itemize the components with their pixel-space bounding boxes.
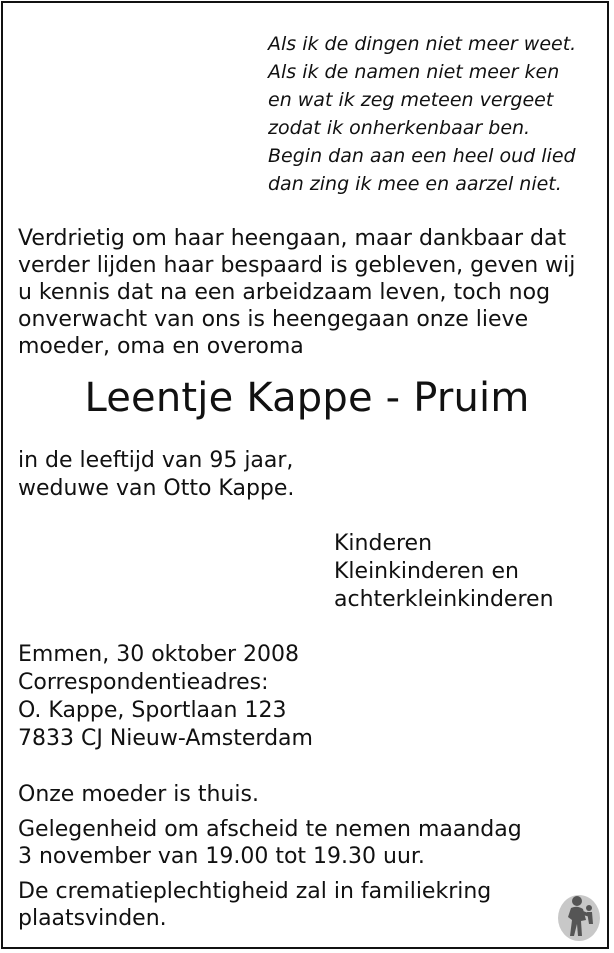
details-line: weduwe van Otto Kappe. — [18, 476, 295, 501]
deceased-name: Leentje Kappe - Pruim — [84, 375, 530, 421]
notice-home: Onze moeder is thuis. — [18, 782, 259, 807]
details-line: in de leeftijd van 95 jaar, — [18, 448, 294, 473]
notice-farewell — [18, 816, 522, 870]
notice-line: 3 november van 19.00 tot 19.30 uur. — [18, 844, 425, 869]
deceased-details — [18, 447, 294, 503]
intro-line: verder lijden haar bespaard is gebleven, geven wij — [18, 253, 576, 278]
address-line: 7833 CJ Nieuw-Amsterdam — [18, 726, 313, 751]
notice-line: De crematieplechtigheid zal in familiekring — [18, 879, 492, 904]
memorial-figure-icon — [556, 890, 602, 942]
notice-line: Gelegenheid om afscheid te nemen maandag — [18, 817, 522, 842]
poem-line: dan zing ik mee en aarzel niet. — [268, 173, 562, 195]
signers — [334, 530, 554, 614]
notice-line: plaatsvinden. — [18, 906, 167, 931]
poem-line: en wat ik zeg meteen vergeet — [268, 89, 554, 111]
poem-line: Als ik de namen niet meer ken — [268, 61, 560, 83]
poem — [268, 30, 576, 198]
intro-line: moeder, oma en overoma — [18, 334, 304, 359]
poem-line: zodat ik onherkenbaar ben. — [268, 117, 531, 139]
intro-line: Verdrietig om haar heengaan, maar dankbaar dat — [18, 226, 567, 251]
intro-line: onverwacht van ons is heengegaan onze lieve — [18, 307, 529, 332]
correspondence-address — [18, 641, 313, 753]
address-line: Correspondentieadres: — [18, 670, 269, 695]
poem-line: Begin dan aan een heel oud lied — [268, 145, 576, 167]
signer-line: achterkleinkinderen — [334, 587, 554, 612]
notices — [18, 781, 522, 940]
intro-line: u kennis dat na een arbeidzaam leven, toch nog — [18, 280, 551, 305]
signer-line: Kleinkinderen en — [334, 559, 519, 584]
address-line: Emmen, 30 oktober 2008 — [18, 642, 300, 667]
address-line: O. Kappe, Sportlaan 123 — [18, 698, 287, 723]
signer-line: Kinderen — [334, 531, 433, 556]
notice-ceremony — [18, 878, 522, 932]
intro-paragraph — [18, 225, 598, 360]
poem-line: Als ik de dingen niet meer weet. — [268, 33, 577, 55]
